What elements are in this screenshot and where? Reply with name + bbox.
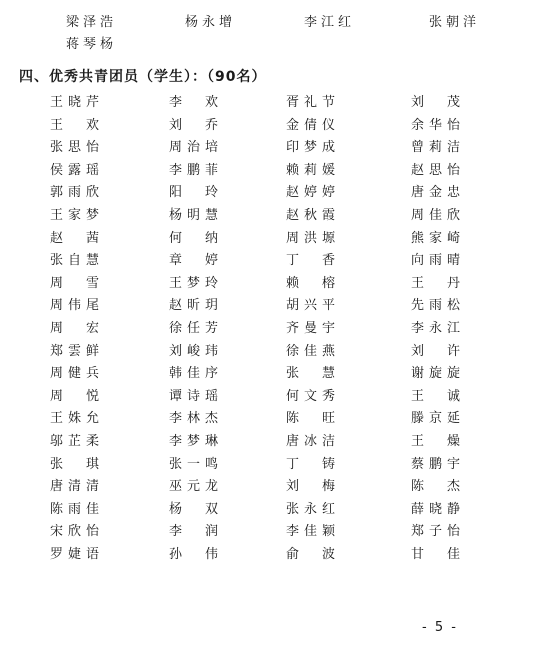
name-grid <box>0 92 535 566</box>
name-cell: 赖莉媛 <box>286 162 341 178</box>
name-cell: 何文秀 <box>286 388 341 404</box>
name-cell: 张思怡 <box>50 140 105 156</box>
name-cell: 郑雲鲜 <box>50 343 105 359</box>
name-cell: 蔡鹏宇 <box>411 456 466 472</box>
name-cell: 王 燥 <box>411 433 466 449</box>
name-row <box>0 318 535 341</box>
name-cell: 周伟尾 <box>50 298 105 314</box>
name-cell: 李永江 <box>411 320 466 336</box>
name-cell: 李林杰 <box>169 411 224 427</box>
name-cell: 郑子怡 <box>411 524 466 540</box>
name-cell: 曾莉洁 <box>411 140 466 156</box>
name-cell: 先雨松 <box>411 298 466 314</box>
name-cell: 周洪塬 <box>286 230 341 246</box>
name-cell: 赵思怡 <box>411 162 466 178</box>
name-cell: 侯露瑶 <box>50 162 105 178</box>
name-cell: 刘 梅 <box>286 479 341 495</box>
name-cell: 印梦成 <box>286 140 341 156</box>
name-row <box>0 295 535 318</box>
name-cell: 王 诚 <box>411 388 466 404</box>
name-cell: 刘峻玮 <box>169 343 224 359</box>
name-cell: 李江红 <box>304 15 356 30</box>
name-cell: 薛晓静 <box>411 501 466 517</box>
name-row <box>0 544 535 567</box>
name-cell: 王晓芹 <box>50 95 105 110</box>
name-cell: 徐佳燕 <box>286 343 341 359</box>
name-row <box>0 521 535 544</box>
previous-list-continuation <box>0 12 535 56</box>
name-cell: 杨明慧 <box>169 207 224 223</box>
name-cell: 余华怡 <box>411 117 466 133</box>
name-cell: 陈雨佳 <box>50 501 105 517</box>
name-cell: 齐曼宇 <box>286 320 341 336</box>
name-cell: 阳 玲 <box>169 185 224 201</box>
name-cell: 赵昕玥 <box>169 298 224 314</box>
name-cell: 王 欢 <box>50 117 105 133</box>
name-cell: 杨永增 <box>185 15 237 30</box>
name-row <box>0 431 535 454</box>
name-cell: 张 琪 <box>50 456 105 472</box>
name-cell: 张一鸣 <box>169 456 224 472</box>
page-number: - 5 - <box>422 620 458 635</box>
name-row <box>0 273 535 296</box>
name-cell: 金倩仪 <box>286 117 341 133</box>
name-row <box>0 476 535 499</box>
name-cell: 赵婷婷 <box>286 185 341 201</box>
name-cell: 王梦玲 <box>169 275 224 291</box>
name-cell: 巫元龙 <box>169 479 224 495</box>
name-row <box>0 499 535 522</box>
name-cell: 韩佳序 <box>169 366 224 382</box>
name-cell: 赖 榕 <box>286 275 341 291</box>
name-cell: 周 雪 <box>50 275 105 291</box>
name-row <box>0 137 535 160</box>
name-cell: 何 纳 <box>169 230 224 246</box>
name-cell: 杨 双 <box>169 501 224 517</box>
name-cell: 张朝洋 <box>429 15 481 30</box>
name-cell: 王 丹 <box>411 275 466 291</box>
name-cell: 唐金忠 <box>411 185 466 201</box>
name-cell: 李佳颖 <box>286 524 341 540</box>
name-cell: 陈 杰 <box>411 479 466 495</box>
name-cell: 张 慧 <box>286 366 341 382</box>
name-row <box>0 92 535 115</box>
name-cell: 李 欢 <box>169 95 224 110</box>
name-row <box>0 228 535 251</box>
name-row <box>0 182 535 205</box>
name-cell: 胡兴平 <box>286 298 341 314</box>
name-cell: 周健兵 <box>50 366 105 382</box>
name-cell: 丁 香 <box>286 253 341 269</box>
name-cell: 刘 茂 <box>411 95 466 110</box>
name-cell: 刘 许 <box>411 343 466 359</box>
name-cell: 赵 茜 <box>50 230 105 246</box>
name-cell: 刘 乔 <box>169 117 224 133</box>
name-cell: 赵秋霞 <box>286 207 341 223</box>
name-row <box>0 454 535 477</box>
name-cell: 胥礼节 <box>286 95 341 110</box>
name-cell: 邬芷柔 <box>50 433 105 449</box>
name-cell: 李鹏菲 <box>169 162 224 178</box>
name-cell: 王姝允 <box>50 411 105 427</box>
name-row <box>0 160 535 183</box>
name-row <box>0 363 535 386</box>
name-cell: 宋欣怡 <box>50 524 105 540</box>
name-cell: 周佳欣 <box>411 207 466 223</box>
name-cell: 蒋琴杨 <box>66 37 118 52</box>
name-row <box>0 341 535 364</box>
name-cell: 王家梦 <box>50 207 105 223</box>
name-cell: 熊家崎 <box>411 230 466 246</box>
name-cell: 滕京延 <box>411 411 466 427</box>
name-row <box>0 115 535 138</box>
name-cell: 李 润 <box>169 524 224 540</box>
name-cell: 俞 波 <box>286 546 341 562</box>
name-cell: 唐冰洁 <box>286 433 341 449</box>
name-cell: 丁 铸 <box>286 456 341 472</box>
name-cell: 甘 佳 <box>411 546 466 562</box>
name-cell: 周 宏 <box>50 320 105 336</box>
name-cell: 章 婷 <box>169 253 224 269</box>
name-row <box>0 12 535 34</box>
name-cell: 张永红 <box>286 501 341 517</box>
section-title: 四、优秀共青团员（学生）：（90名） <box>19 69 267 85</box>
name-row <box>0 250 535 273</box>
name-cell: 罗婕语 <box>50 546 105 562</box>
name-cell: 周治培 <box>169 140 224 156</box>
name-cell: 陈 旺 <box>286 411 341 427</box>
name-row <box>0 205 535 228</box>
name-cell: 郭雨欣 <box>50 185 105 201</box>
name-row <box>0 34 535 56</box>
name-cell: 唐清清 <box>50 479 105 495</box>
name-cell: 李梦琳 <box>169 433 224 449</box>
name-row <box>0 408 535 431</box>
name-cell: 徐任芳 <box>169 320 224 336</box>
name-cell: 周 悦 <box>50 388 105 404</box>
name-cell: 梁泽浩 <box>66 15 118 30</box>
name-cell: 张自慧 <box>50 253 105 269</box>
name-cell: 谢旋旋 <box>411 366 466 382</box>
name-cell: 谭诗瑶 <box>169 388 224 404</box>
name-row <box>0 386 535 409</box>
name-cell: 孙 伟 <box>169 546 224 562</box>
name-cell: 向雨晴 <box>411 253 466 269</box>
